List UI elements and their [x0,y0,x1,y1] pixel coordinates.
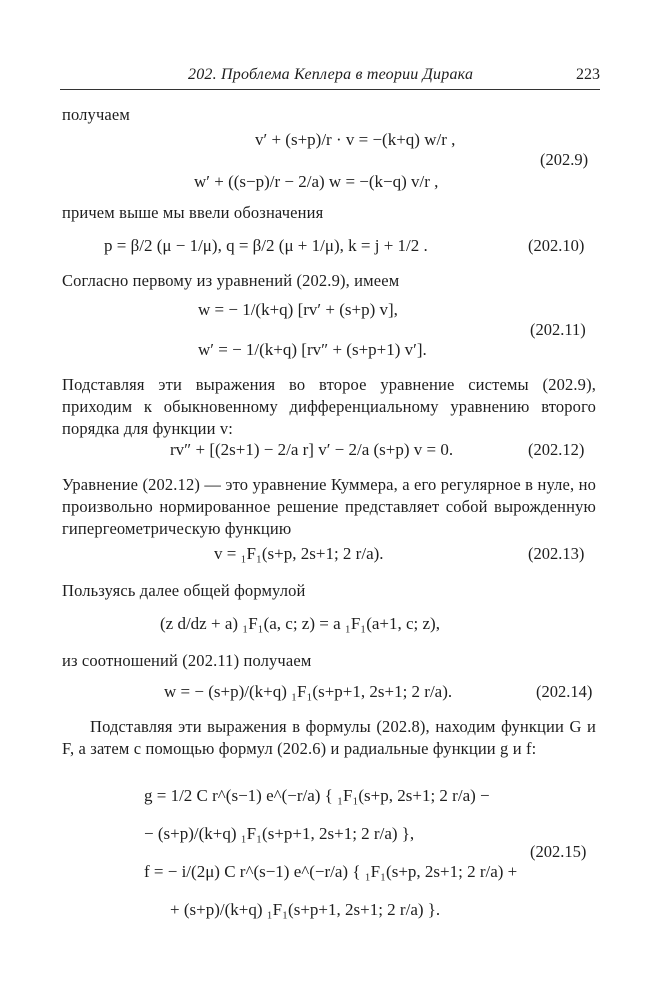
paragraph-1: получаем [62,105,130,124]
paragraph-6: Пользуясь далее общей формулой [62,581,306,600]
paragraph-2: причем выше мы ввели обозначения [62,203,324,222]
equation-number-202-15: (202.15) [530,842,587,861]
paragraph-8: Подставляя эти выражения в формулы (202.8), находим функции G и F, а затем с помощью формул (202.6) и радиальные функции g и f: [62,717,596,758]
equation-202-13: v = ₁F₁(s+p, 2s+1; 2 r/a). [214,544,384,563]
paragraph-4: Подставляя эти выражения во второе уравнение системы (202.9), приходим к обыкновенному дифференциальному уравнению второго порядка для функции v: [62,375,596,438]
page-number: 223 [576,66,600,83]
equation-number-202-10: (202.10) [528,236,585,255]
equation-kummer-relation: (z d/dz + a) ₁F₁(a, c; z) = a ₁F₁(a+1, c; z), [160,614,440,633]
equation-202-9-line-2: w′ + ((s−p)/r − 2/a) w = −(k−q) v/r , [194,172,439,191]
equation-202-15-line-2: − (s+p)/(k+q) ₁F₁(s+p+1, 2s+1; 2 r/a) }, [144,824,415,843]
running-header [60,62,600,88]
equation-number-202-13: (202.13) [528,544,585,563]
equation-202-9-line-1: v′ + (s+p)/r · v = −(k+q) w/r , [255,130,456,149]
header-rule [60,89,600,90]
equation-202-11-line-1: w = − 1/(k+q) [rv′ + (s+p) v], [198,300,398,319]
equation-202-10: p = β/2 (μ − 1/μ), q = β/2 (μ + 1/μ), k = j + 1/2 . [104,236,428,255]
equation-202-15-line-3: f = − i/(2μ) C r^(s−1) e^(−r/a) { ₁F₁(s+p, 2s+1; 2 r/a) + [144,862,518,881]
paragraph-3: Согласно первому из уравнений (202.9), имеем [62,271,400,290]
equation-202-15-line-1: g = 1/2 C r^(s−1) e^(−r/a) { ₁F₁(s+p, 2s+1; 2 r/a) − [144,786,490,805]
header-title: 202. Проблема Кеплера в теории Дирака [188,66,474,83]
equation-number-202-11: (202.11) [530,320,586,339]
equation-202-12: rv″ + [(2s+1) − 2/a r] v′ − 2/a (s+p) v = 0. [170,440,454,459]
paragraph-5: Уравнение (202.12) — это уравнение Куммера, а его регулярное в нуле, но произвольно нормированное решение представляет собой вырожденную гипергеометрическую функцию [62,475,596,538]
equation-number-202-9: (202.9) [540,150,589,169]
equation-202-15-line-4: + (s+p)/(k+q) ₁F₁(s+p+1, 2s+1; 2 r/a) }. [170,900,441,919]
equation-202-11-line-2: w′ = − 1/(k+q) [rv″ + (s+p+1) v′]. [198,340,427,359]
equation-number-202-14: (202.14) [536,682,593,701]
equation-number-202-12: (202.12) [528,440,585,459]
paragraph-7: из соотношений (202.11) получаем [62,651,312,670]
equation-202-14: w = − (s+p)/(k+q) ₁F₁(s+p+1, 2s+1; 2 r/a). [164,682,453,701]
